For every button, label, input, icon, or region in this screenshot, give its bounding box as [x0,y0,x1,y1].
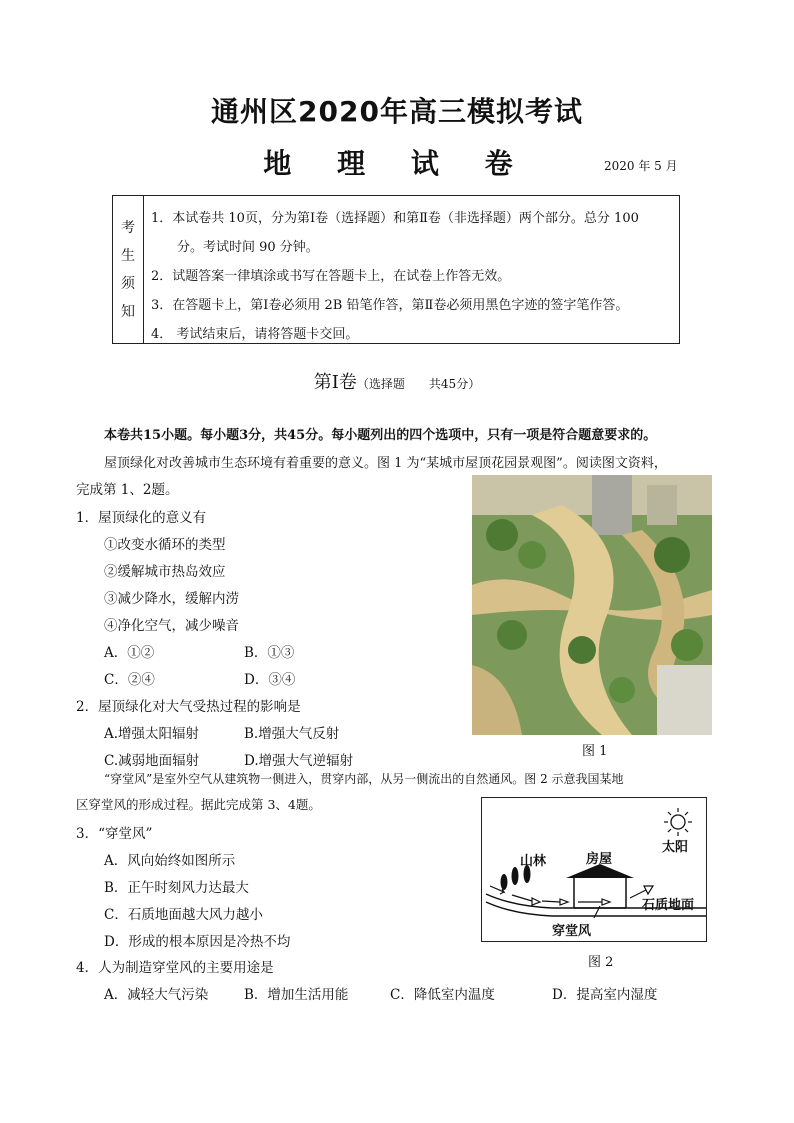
notice-label [113,196,144,343]
question-2-option-b: B.增强大气反射 [244,726,340,742]
question-2-option-d: D.增强大气逆辐射 [244,753,354,769]
label-forest: 山林 [520,854,547,869]
question-1-option-a: A．①② [104,645,155,661]
instructions: 本卷共15小题。每小题3分，共45分。每小题列出的四个选项中，只有一项是符合题意要求的。 [104,428,657,443]
rooftop-garden-illustration [472,475,712,735]
label-ground: 石质地面 [642,898,695,913]
question-1-statement: ①改变水循环的类型 [104,537,226,553]
exam-date: 2020 年 5 月 [604,159,678,173]
candidate-notice-box [112,195,680,344]
section-note: （选择题 共45分） [356,377,481,391]
rooftop-garden-photo [472,475,712,735]
question-1-stem: 1．屋顶绿化的意义有 [76,510,207,526]
section-heading [0,368,794,394]
draft-wind-illustration [482,798,706,941]
notice-label-char: 知 [121,303,135,320]
figure-1-caption: 图 1 [582,744,608,759]
notice-items [151,204,676,349]
sun-icon [664,808,692,836]
question-3-option-d: D．形成的根本原因是冷热不均 [104,934,291,950]
material-1-line-1: 屋顶绿化对改善城市生态环境有着重要的意义。图 1 为“某城市屋顶花园景观图”。阅读图文资料， [104,456,667,471]
notice-item: 1．本试卷共 10页，分为第Ⅰ卷（选择题）和第Ⅱ卷（非选择题）两个部分。总分 100 [151,211,639,226]
question-1-option-d: D．③④ [244,672,296,688]
notice-item: 3．在答题卡上，第Ⅰ卷必须用 2B 铅笔作答，第Ⅱ卷必须用黑色字迹的签字笔作答。 [151,298,629,313]
notice-label-char: 须 [121,275,135,292]
question-4-option-c: C．降低室内温度 [390,987,495,1003]
question-1-statement: ③减少降水，缓解内涝 [104,591,239,607]
material-1-line-2: 完成第 1、2题。 [76,482,179,498]
question-1-statement: ②缓解城市热岛效应 [104,564,226,580]
notice-label-char: 生 [121,247,135,264]
question-4-option-b: B．增加生活用能 [244,987,349,1003]
material-2-line-2: 区穿堂风的形成过程。据此完成第 3、4题。 [76,797,321,812]
question-4-stem: 4．人为制造穿堂风的主要用途是 [76,960,274,976]
question-3-option-b: B．正午时刻风力达最大 [104,880,249,896]
question-1-option-b: B．①③ [244,645,295,661]
wind-arrow-icon [490,886,653,918]
notice-item: 分。考试时间 90 分钟。 [177,240,319,255]
question-3-option-a: A．风向始终如图所示 [104,853,236,869]
question-2-option-c: C.减弱地面辐射 [104,753,200,769]
draft-wind-diagram [481,797,707,942]
notice-item: 2．试题答案一律填涂或书写在答题卡上，在试卷上作答无效。 [151,269,511,284]
question-3-option-c: C．石质地面越大风力越小 [104,907,263,923]
question-3-stem: 3．“穿堂风” [76,826,153,842]
question-2-stem: 2．屋顶绿化对大气受热过程的影响是 [76,699,301,715]
exam-title: 通州区2020年高三模拟考试 [211,95,583,128]
question-1-option-c: C．②④ [104,672,155,688]
question-1-statement: ④净化空气，减少噪音 [104,618,239,634]
section-title: 第Ⅰ卷 [313,372,357,393]
label-draft-wind: 穿堂风 [552,924,592,939]
label-sun: 太阳 [662,840,689,855]
question-4-option-a: A．减轻大气污染 [104,987,209,1003]
exam-subject: 地 理 试 卷 [263,147,531,180]
question-4-option-d: D．提高室内湿度 [552,987,658,1003]
notice-label-char: 考 [121,219,135,236]
notice-item: 4． 考试结束后，请将答题卡交回。 [151,327,359,342]
question-2-option-a: A.增强太阳辐射 [104,726,200,742]
material-2-line-1: “穿堂风”是室外空气从建筑物一侧进入，贯穿内部，从另一侧流出的自然通风。图 2 示意我国某地 [104,772,624,786]
figure-2-caption: 图 2 [588,955,614,970]
label-house: 房屋 [586,852,613,867]
